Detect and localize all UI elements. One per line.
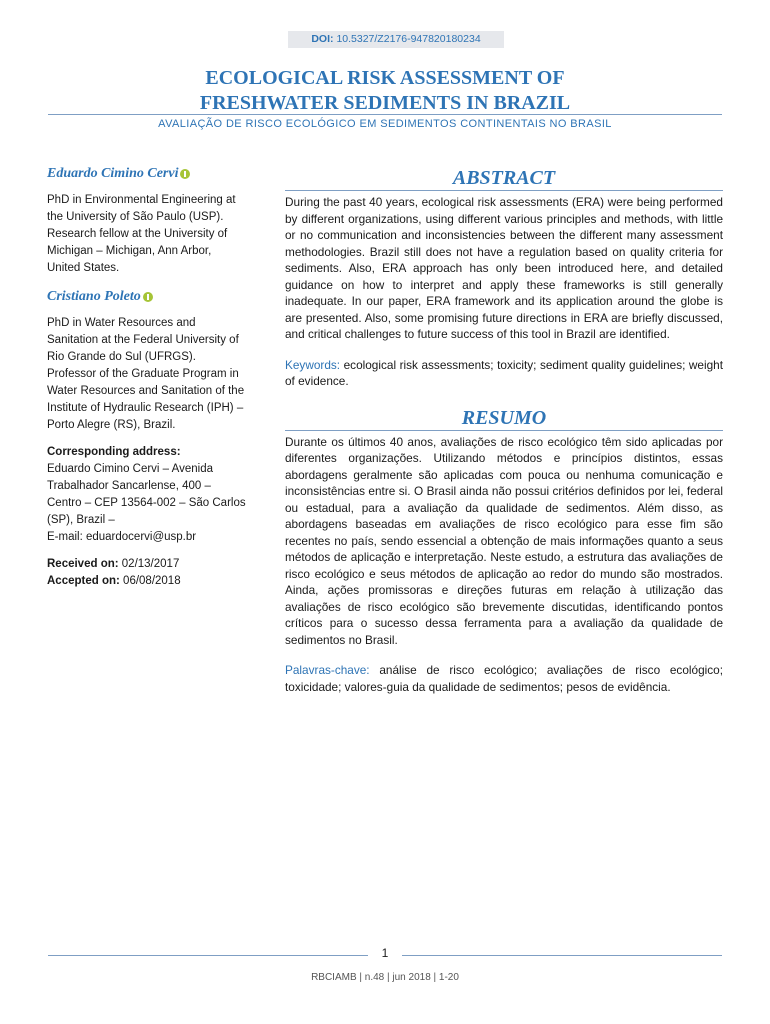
received-value: 02/13/2017 (121, 558, 180, 570)
abstract-heading: ABSTRACT (285, 166, 723, 191)
title-line-1: ECOLOGICAL RISK ASSESSMENT OF (205, 67, 565, 89)
keywords-value: ecological risk assessments; toxicity; sediment quality guidelines; weight of evidence. (285, 357, 723, 388)
author-name (47, 166, 247, 182)
abstract-keywords (285, 357, 723, 390)
accepted-label: Accepted on: (47, 575, 120, 587)
keywords-label: Keywords: (285, 357, 341, 372)
dates-block (47, 556, 247, 590)
orcid-icon[interactable] (180, 169, 190, 179)
article-subtitle: AVALIAÇÃO DE RISCO ECOLÓGICO EM SEDIMENTOS CONTINENTAIS NO BRASIL (158, 118, 612, 130)
footer-divider-left (48, 955, 368, 956)
orcid-icon[interactable] (143, 292, 153, 302)
author-name-text: Cristiano Poleto (47, 289, 141, 304)
title-divider (48, 114, 722, 115)
corresponding-label: Corresponding address: (47, 446, 181, 458)
doi-value[interactable]: 10.5327/Z2176-947820180234 (336, 33, 481, 45)
corresponding-email[interactable]: E-mail: eduardocervi@usp.br (47, 531, 197, 543)
received-label: Received on: (47, 558, 119, 570)
received-date (47, 556, 247, 573)
palavras-chave-label: Palavras-chave: (285, 663, 370, 677)
resumo-keywords (285, 662, 723, 695)
abstract-text: During the past 40 years, ecological risk assessments (ERA) were being performed by different organizations, using different various principles and methods, with little or no communication and inconsistencies between the different many assessment methodologies. Brazil still does not have a regulation based on quality criteria for sediments. Also, ERA approach has only been introduced here, and detailed guidance on how to interpret and apply these frameworks is still generally inadequate. In our paper, ERA framework and its application around the globe is are presented. Also, some promising future directions in ERA are briefly discussed, and critical challenges to future success of this tool in Brazil are identified. (285, 195, 723, 341)
title-line-2: FRESHWATER SEDIMENTS IN BRAZIL (199, 92, 571, 114)
author-name (47, 289, 247, 305)
accepted-value: 06/08/2018 (123, 575, 181, 587)
author-name-text: Eduardo Cimino Cervi (47, 166, 179, 181)
doi-label: DOI: (311, 33, 334, 45)
accepted-date (47, 573, 247, 590)
journal-footer: RBCIAMB | n.48 | jun 2018 | 1-20 (311, 972, 459, 983)
resumo-heading: RESUMO (285, 406, 723, 431)
article-title (0, 66, 770, 116)
page-number: 1 (381, 946, 389, 960)
corresponding-address: Eduardo Cimino Cervi – Avenida Trabalhador Sancarlense, 400 – Centro – CEP 13564-002 – São Carlos (SP), Brazil – (47, 463, 246, 526)
footer-divider-right (402, 955, 722, 956)
author-affiliation: PhD in Water Resources and Sanitation at the Federal University of Rio Grande do Sul (UFRGS). Professor of the Graduate Program in Water Resources and Sanitation of the Institute of Hydraulic Research (IPH) – Porto Alegre (RS), Brazil. (47, 317, 245, 431)
doi-banner[interactable] (288, 31, 504, 48)
resumo-text: Durante os últimos 40 anos, avaliações de risco ecológico têm sido aplicadas por diferentes organizações. Utilizando métodos e princípios distintos, essas abordagens geralmente são aplicadas com pouca ou nenhuma comunicação e inconsistências entre si. O Brasil ainda não possui critérios definidos por lei, federal ou estadual, para a avaliação da qualidade de sedimentos. Além disso, as abordagens baseadas em avaliações de risco ecológico para esse fim são recentes no país, sendo essencial a obtenção de mais informações quanto a seus métodos de aplicação e interpretação. Neste estudo, a estrutura das avaliações de risco ecológico e seus métodos de aplicação ao redor do mundo são mostrados. Ainda, ações promissoras e direções futuras em relação à utilização das avaliações de risco ecológico são brevemente discutidas, identificando pontos críticos para o sucesso dessa ferramenta para a avaliação da qualidade de sedimentos no Brasil. (285, 434, 723, 647)
palavras-chave-value: análise de risco ecológico; avaliações de risco ecológico; toxicidade; valores-guia da qualidade de sedimentos; pesos de evidência. (285, 663, 723, 694)
author-affiliation: PhD in Environmental Engineering at the University of São Paulo (USP). Research fellow at the University of Michigan – Michigan, Ann Arbor, United States. (47, 194, 236, 274)
author-column (47, 166, 247, 590)
abstract-column (285, 166, 723, 695)
